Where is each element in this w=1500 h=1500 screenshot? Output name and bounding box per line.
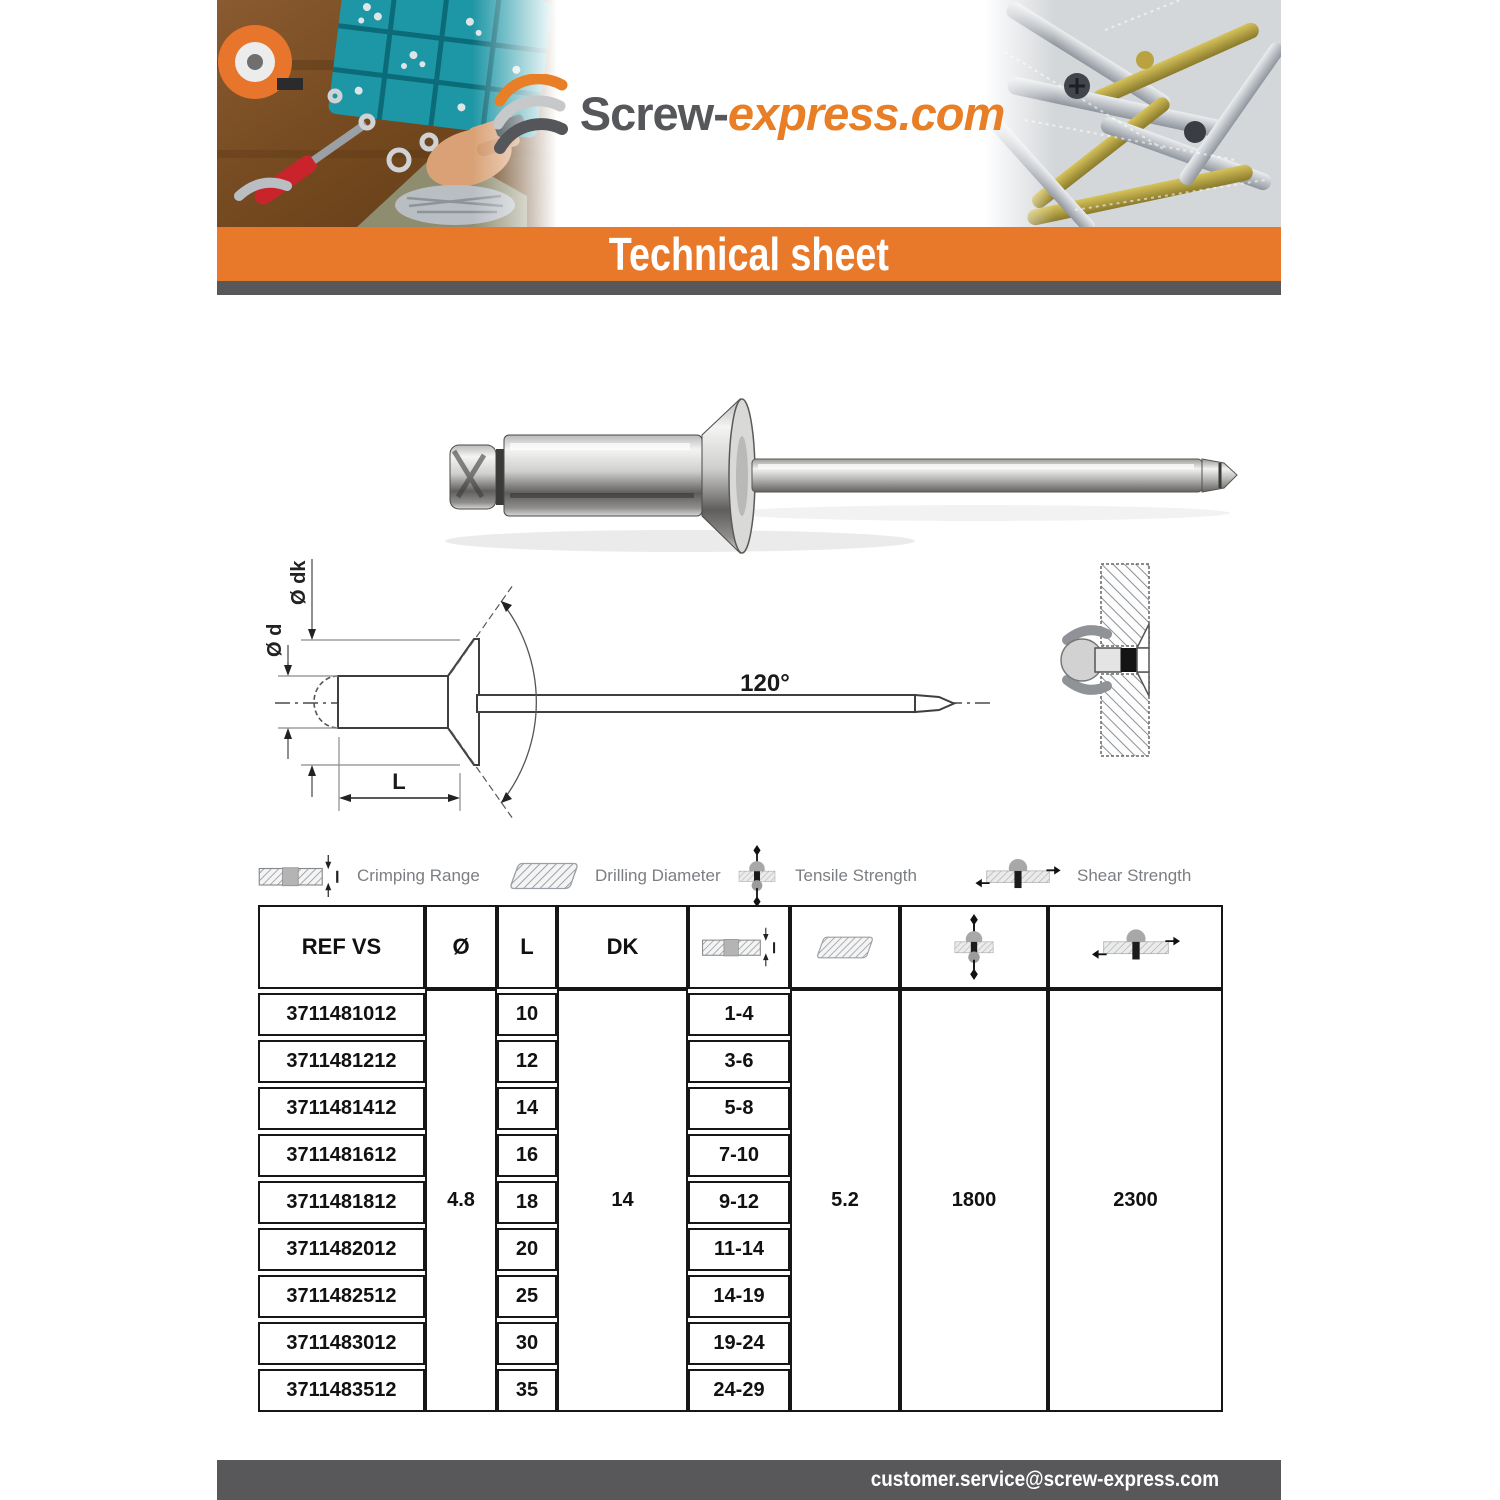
dim-body-length-label: L	[392, 769, 406, 794]
table-row-length: 30	[497, 1322, 557, 1365]
table-row-crimping-range: 5-8	[688, 1087, 790, 1130]
column-crimping-range	[688, 905, 790, 1412]
column-shear-strength	[1048, 905, 1223, 1412]
legend-label: Tensile Strength	[795, 866, 917, 885]
brand-suffix: express.com	[727, 87, 1005, 140]
divider-bar	[217, 281, 1281, 295]
table-row-ref: 3711482012	[258, 1228, 425, 1271]
table-row-length: 25	[497, 1275, 557, 1318]
table-row-ref: 3711483512	[258, 1369, 425, 1412]
column-header-crimping-range	[688, 905, 790, 989]
table-row-ref: 3711481212	[258, 1040, 425, 1083]
legend-drilling-diameter	[509, 846, 721, 906]
crimping-range-icon	[257, 852, 341, 900]
shear-strength-icon	[975, 854, 1061, 898]
table-row-length: 12	[497, 1040, 557, 1083]
table-row-length: 20	[497, 1228, 557, 1271]
screws-photo	[985, 0, 1281, 227]
legend-crimping-range	[257, 846, 480, 906]
column-header-drilling-diameter	[790, 905, 900, 989]
merged-shear-strength-value: 2300	[1048, 989, 1223, 1412]
table-row-crimping-range: 19-24	[688, 1322, 790, 1365]
footer-bar	[217, 1460, 1281, 1500]
column-header-dk: DK	[557, 905, 688, 989]
legend-label: Crimping Range	[357, 866, 480, 885]
drilling-diameter-icon	[816, 935, 874, 960]
legend-row	[217, 846, 1281, 906]
column-diameter	[425, 905, 497, 1412]
page-title: Technical sheet	[608, 228, 890, 280]
column-dk	[557, 905, 688, 1412]
table-row-length: 35	[497, 1369, 557, 1412]
table-row-ref: 3711481012	[258, 993, 425, 1036]
merged-diameter-value: 4.8	[425, 989, 497, 1412]
dim-flange-diameter-label: Ø dk	[288, 560, 310, 605]
table-row-crimping-range: 3-6	[688, 1040, 790, 1083]
legend-tensile-strength	[735, 846, 917, 906]
table-row-length: 18	[497, 1181, 557, 1224]
column-header-tensile-strength	[900, 905, 1048, 989]
column-header-length: L	[497, 905, 557, 989]
column-drilling-diameter	[790, 905, 900, 1412]
column-length	[497, 905, 557, 1412]
column-ref-vs	[258, 905, 425, 1412]
table-row-length: 16	[497, 1134, 557, 1177]
dim-body-diameter-label: Ø d	[264, 623, 286, 657]
contact-email[interactable]: customer.service@screw-express.com	[870, 1468, 1219, 1491]
installed-rivet-cross-section	[1055, 562, 1161, 758]
column-tensile-strength	[900, 905, 1048, 1412]
title-banner	[217, 227, 1281, 281]
drilling-diameter-icon	[509, 861, 579, 891]
table-row-crimping-range: 7-10	[688, 1134, 790, 1177]
merged-tensile-strength-value: 1800	[900, 989, 1048, 1412]
table-row-ref: 3711481612	[258, 1134, 425, 1177]
brand-prefix: Screw-	[579, 87, 728, 140]
merged-drilling-diameter-value: 5.2	[790, 989, 900, 1412]
table-row-ref: 3711481412	[258, 1087, 425, 1130]
table-row-length: 10	[497, 993, 557, 1036]
table-row-crimping-range: 9-12	[688, 1181, 790, 1224]
table-row-length: 14	[497, 1087, 557, 1130]
crimping-range-icon	[700, 925, 778, 969]
shear-strength-icon	[1092, 924, 1180, 970]
table-row-crimping-range: 11-14	[688, 1228, 790, 1271]
table-row-crimping-range: 1-4	[688, 993, 790, 1036]
column-header-diameter: Ø	[425, 905, 497, 989]
sheet-content	[217, 0, 1281, 1500]
column-header-ref-vs: REF VS	[258, 905, 425, 989]
merged-dk-value: 14	[557, 989, 688, 1412]
table-row-ref: 3711482512	[258, 1275, 425, 1318]
tensile-strength-icon	[735, 845, 779, 907]
rivet-product-photo	[440, 393, 1245, 561]
table-row-crimping-range: 24-29	[688, 1369, 790, 1412]
tensile-strength-icon	[951, 914, 997, 980]
dim-countersink-angle-label: 120°	[740, 670, 790, 697]
table-row-crimping-range: 14-19	[688, 1275, 790, 1318]
table-row-ref: 3711483012	[258, 1322, 425, 1365]
table-row-ref: 3711481812	[258, 1181, 425, 1224]
legend-label: Shear Strength	[1077, 866, 1192, 885]
legend-label: Drilling Diameter	[595, 866, 721, 885]
brand-name	[580, 86, 1005, 141]
workbench-photo	[217, 0, 557, 227]
column-header-shear-strength	[1048, 905, 1223, 989]
header-band	[217, 0, 1281, 227]
spec-table	[258, 905, 1223, 1412]
legend-shear-strength	[975, 846, 1191, 906]
dimension-diagram	[255, 545, 1000, 837]
